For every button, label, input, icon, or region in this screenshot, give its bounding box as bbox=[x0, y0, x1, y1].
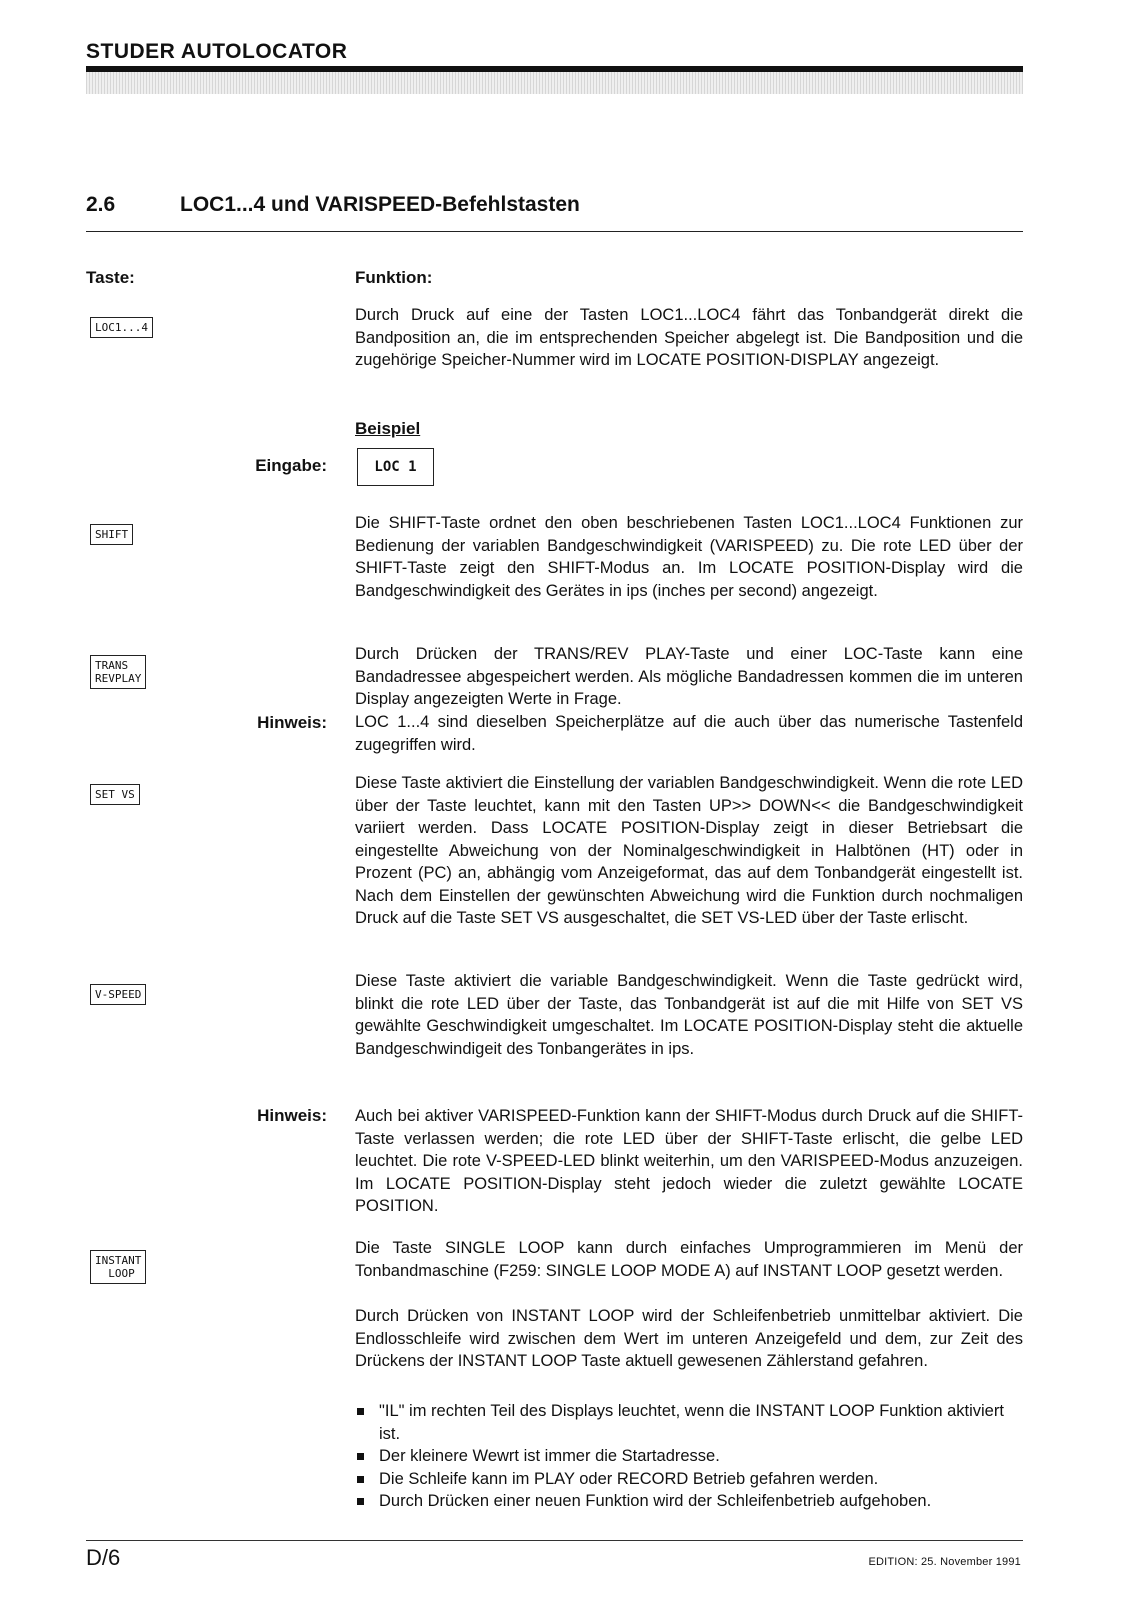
paragraph-note-2: Auch bei aktiver VARISPEED-Funktion kann der SHIFT-Modus durch Druck auf die SHIFT-Taste verlassen werden; die rote LED über der SHIFT-Taste erlischt, die gelbe LED leuchtet. Die rote V-SPEED-LED blinkt weiterhin, um den VARISPEED-Modus anzuzeigen. Im LOCATE POSITION-Display steht jedoch wieder die zuletzt gewählte LOCATE POSITION. bbox=[355, 1107, 1023, 1215]
key-trans-revplay: TRANS REVPLAY bbox=[90, 655, 146, 689]
input-label: Eingabe: bbox=[255, 456, 327, 475]
example-heading: Beispiel bbox=[355, 419, 421, 438]
document-header-title: STUDER AUTOLOCATOR bbox=[86, 40, 348, 63]
paragraph-set-vs: Diese Taste aktiviert die Einstellung der variablen Bandgeschwindigkeit. Wenn die rote LED über der Taste leuchtet, kann mit den Tasten UP>> DOWN<< die Bandgeschwindigkeit variiert werden. Dass LOCATE POSITION-Display zeigt in dieser Betriebsart die eingestellte Abweichung von der Nominalgeschwindigkeit in Halbtönen (HT) oder in Prozent (PC) an, abhängig vom Anzeigeformat, das auf dem Tonbandgerät eingestellt ist. Nach dem Einstellen der gewünschten Abweichung wird die Funktion durch nochmaligen Druck auf die Taste SET VS ausgeschaltet, die SET VS-LED über der Taste erlischt. bbox=[355, 774, 1023, 927]
bullet-item: Die Schleife kann im PLAY oder RECORD Betrieb gefahren werden. bbox=[355, 1468, 1023, 1491]
bullet-item: Der kleinere Wewrt ist immer die Startadresse. bbox=[355, 1445, 1023, 1468]
page-number: D/6 bbox=[86, 1545, 121, 1570]
section-rule bbox=[86, 231, 1023, 232]
key-column-label: Taste: bbox=[86, 268, 135, 287]
paragraph-trans-revplay: Durch Drücken der TRANS/REV PLAY-Taste und einer LOC-Taste kann eine Bandadressee abgespeichert werden. Als mögliche Bandadressen kommen die im unteren Display angezeigten Werte in Frage. bbox=[355, 645, 1023, 708]
function-column-label: Funktion: bbox=[355, 268, 433, 287]
footer-rule bbox=[86, 1540, 1023, 1541]
header-shade-band bbox=[86, 72, 1023, 94]
paragraph-note-1: LOC 1...4 sind dieselben Speicherplätze auf die auch über das numerische Tastenfeld zugegriffen wird. bbox=[355, 713, 1023, 754]
key-shift: SHIFT bbox=[90, 524, 133, 545]
section-number: 2.6 bbox=[86, 193, 116, 216]
paragraph-instant-loop-2: Durch Drücken von INSTANT LOOP wird der Schleifenbetrieb unmittelbar aktiviert. Die Endlosschleife wird zwischen dem Wert im unteren Anzeigefeld und dem, zur Zeit des Drückens der INSTANT LOOP Taste aktuell gewesenen Zählerstand gefahren. bbox=[355, 1307, 1023, 1370]
key-loc1-4: LOC1...4 bbox=[90, 317, 153, 338]
section-title: LOC1...4 und VARISPEED-Befehlstasten bbox=[180, 193, 580, 216]
paragraph-instant-loop-1: Die Taste SINGLE LOOP kann durch einfaches Umprogrammieren im Menü der Tonbandmaschine (F259: SINGLE LOOP MODE A) auf INSTANT LOOP gesetzt werden. bbox=[355, 1239, 1023, 1280]
note-label-1: Hinweis: bbox=[257, 713, 327, 732]
example-key-loc1: LOC 1 bbox=[357, 448, 434, 486]
bullet-item: "IL" im rechten Teil des Displays leuchtet, wenn die INSTANT LOOP Funktion aktiviert ist. bbox=[355, 1400, 1023, 1445]
paragraph-loc: Durch Druck auf eine der Tasten LOC1...LOC4 fährt das Tonbandgerät direkt die Bandposition an, die im entsprechenden Speicher abgelegt ist. Die Bandposition und die zugehörige Speicher-Nummer wird im LOCATE POSITION-DISPLAY angezeigt. bbox=[355, 306, 1023, 369]
instant-loop-bullet-list bbox=[355, 1400, 1023, 1513]
key-v-speed: V-SPEED bbox=[90, 984, 146, 1005]
paragraph-v-speed: Diese Taste aktiviert die variable Bandgeschwindigkeit. Wenn die Taste gedrückt wird, blinkt die rote LED über der Taste, das Tonbandgerät ist auf die mit Hilfe von SET VS gewählte Geschwindigkeit umgeschaltet. Im LOCATE POSITION-Display steht die aktuelle Bandgeschwindigeit des Tonbangerätes in ips. bbox=[355, 972, 1023, 1058]
bullet-item: Durch Drücken einer neuen Funktion wird der Schleifenbetrieb aufgehoben. bbox=[355, 1490, 1023, 1513]
key-set-vs: SET VS bbox=[90, 784, 140, 805]
edition-date: EDITION: 25. November 1991 bbox=[868, 1556, 1021, 1568]
note-label-2: Hinweis: bbox=[257, 1106, 327, 1125]
paragraph-shift: Die SHIFT-Taste ordnet den oben beschriebenen Tasten LOC1...LOC4 Funktionen zur Bedienung der variablen Bandgeschwindigkeit (VARISPEED) zu. Die rote LED über der SHIFT-Taste zeigt den SHIFT-Modus an. Im LOCATE POSITION-Display wird die Bandgeschwindigkeit des Gerätes in ips (inches per second) angezeigt. bbox=[355, 514, 1023, 600]
key-instant-loop: INSTANT LOOP bbox=[90, 1250, 146, 1284]
